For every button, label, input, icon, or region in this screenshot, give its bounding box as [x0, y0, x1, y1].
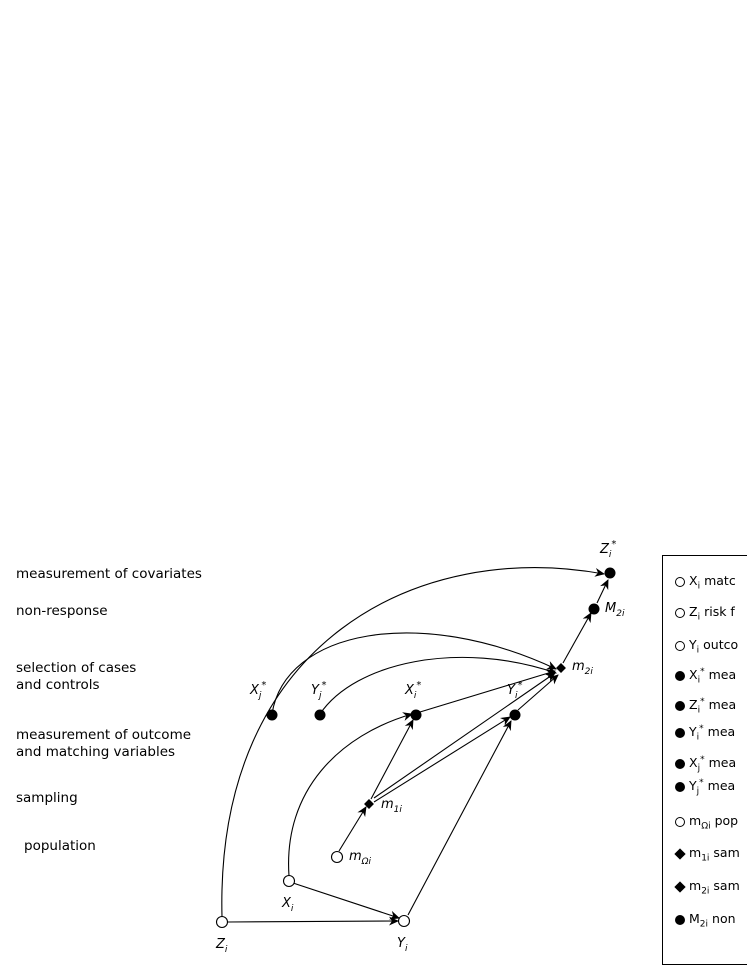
- filled-circle-icon: [675, 759, 685, 769]
- legend-item: $Z_i^*$ mea: [675, 697, 736, 716]
- legend-item: $Y_j^*$ mea: [675, 778, 735, 797]
- legend-item: $Y_i^*$ mea: [675, 724, 735, 743]
- edge-yi-to-yistar: [408, 721, 511, 915]
- label-xi: $X_i$: [282, 896, 294, 914]
- label-yistar: $Y_i^*$: [507, 680, 523, 701]
- label-xistar: $X_i^*$: [405, 680, 422, 701]
- diamond-icon: [674, 849, 685, 860]
- label-zistar: $Z_i^*$: [600, 539, 617, 560]
- legend-item: $X_j^*$ mea: [675, 755, 736, 774]
- edge-xistar-to-m2i: [420, 671, 555, 712]
- stage-label-population: population: [24, 838, 96, 854]
- node-yjstar: [315, 710, 326, 721]
- filled-circle-icon: [675, 782, 685, 792]
- node-momega: [332, 852, 343, 863]
- edge-m1i-to-xistar: [371, 720, 413, 799]
- label-zi: $Z_i$: [216, 937, 228, 955]
- node-m2i-nonresponse: [589, 604, 600, 615]
- filled-circle-icon: [675, 915, 685, 925]
- label-yjstar: $Y_j^*$: [311, 680, 327, 701]
- filled-circle-icon: [675, 671, 685, 681]
- filled-circle-icon: [675, 701, 685, 711]
- legend: [662, 555, 747, 965]
- open-circle-icon: [675, 608, 685, 618]
- legend-item: $X_i$ matc: [675, 573, 736, 592]
- legend-item: $M_{2i}$ non: [675, 911, 736, 930]
- edge-xi-to-yi: [293, 883, 399, 918]
- edge-momega-to-m1i: [339, 807, 366, 851]
- edge-m2-nonresponse-to-zistar: [597, 580, 608, 603]
- label-m2i-sampling: $m_{2i}$: [572, 659, 593, 677]
- node-m2i-sampling: [556, 663, 566, 673]
- open-circle-icon: [675, 817, 685, 827]
- node-yi: [399, 916, 410, 927]
- label-m2i-nonresponse: $M_{2i}$: [605, 601, 625, 619]
- open-circle-icon: [675, 641, 685, 651]
- node-xi: [284, 876, 295, 887]
- edge-zi-to-yi: [228, 921, 398, 922]
- label-xjstar: $X_j^*$: [250, 680, 267, 701]
- legend-item: $m_{1i}$ sam: [675, 845, 740, 864]
- label-momega: $m_{\Omega i}$: [349, 849, 372, 867]
- legend-item: $m_{2i}$ sam: [675, 878, 740, 897]
- label-m1i: $m_{1i}$: [381, 797, 402, 815]
- node-yistar: [510, 710, 521, 721]
- legend-item: $Z_i$ risk f: [675, 604, 735, 623]
- legend-item: $m_{\Omega i}$ pop: [675, 813, 738, 832]
- label-yi: $Y_i$: [397, 936, 408, 954]
- stage-label-selection: selection of cases and controls: [16, 660, 137, 693]
- filled-circle-icon: [675, 728, 685, 738]
- legend-item: $X_i^*$ mea: [675, 667, 736, 686]
- legend-item: $Y_i$ outco: [675, 637, 738, 656]
- node-zistar: [605, 568, 616, 579]
- node-xjstar: [267, 710, 278, 721]
- edge-zi-to-zstar: [222, 568, 604, 917]
- edge-m1i-to-yistar: [374, 717, 510, 802]
- diamond-icon: [674, 882, 685, 893]
- node-zi: [217, 917, 228, 928]
- stage-label-measurement-covariates: measurement of covariates: [16, 566, 202, 582]
- stage-label-measurement-outcome: measurement of outcome and matching variables: [16, 727, 192, 760]
- edge-m2i-to-m2-nonresponse: [563, 613, 591, 663]
- node-xistar: [411, 710, 422, 721]
- edge-m1i-to-m2i: [374, 673, 555, 798]
- stage-label-sampling: sampling: [16, 790, 78, 806]
- stage-label-non-response: non-response: [16, 603, 108, 619]
- open-circle-icon: [675, 577, 685, 587]
